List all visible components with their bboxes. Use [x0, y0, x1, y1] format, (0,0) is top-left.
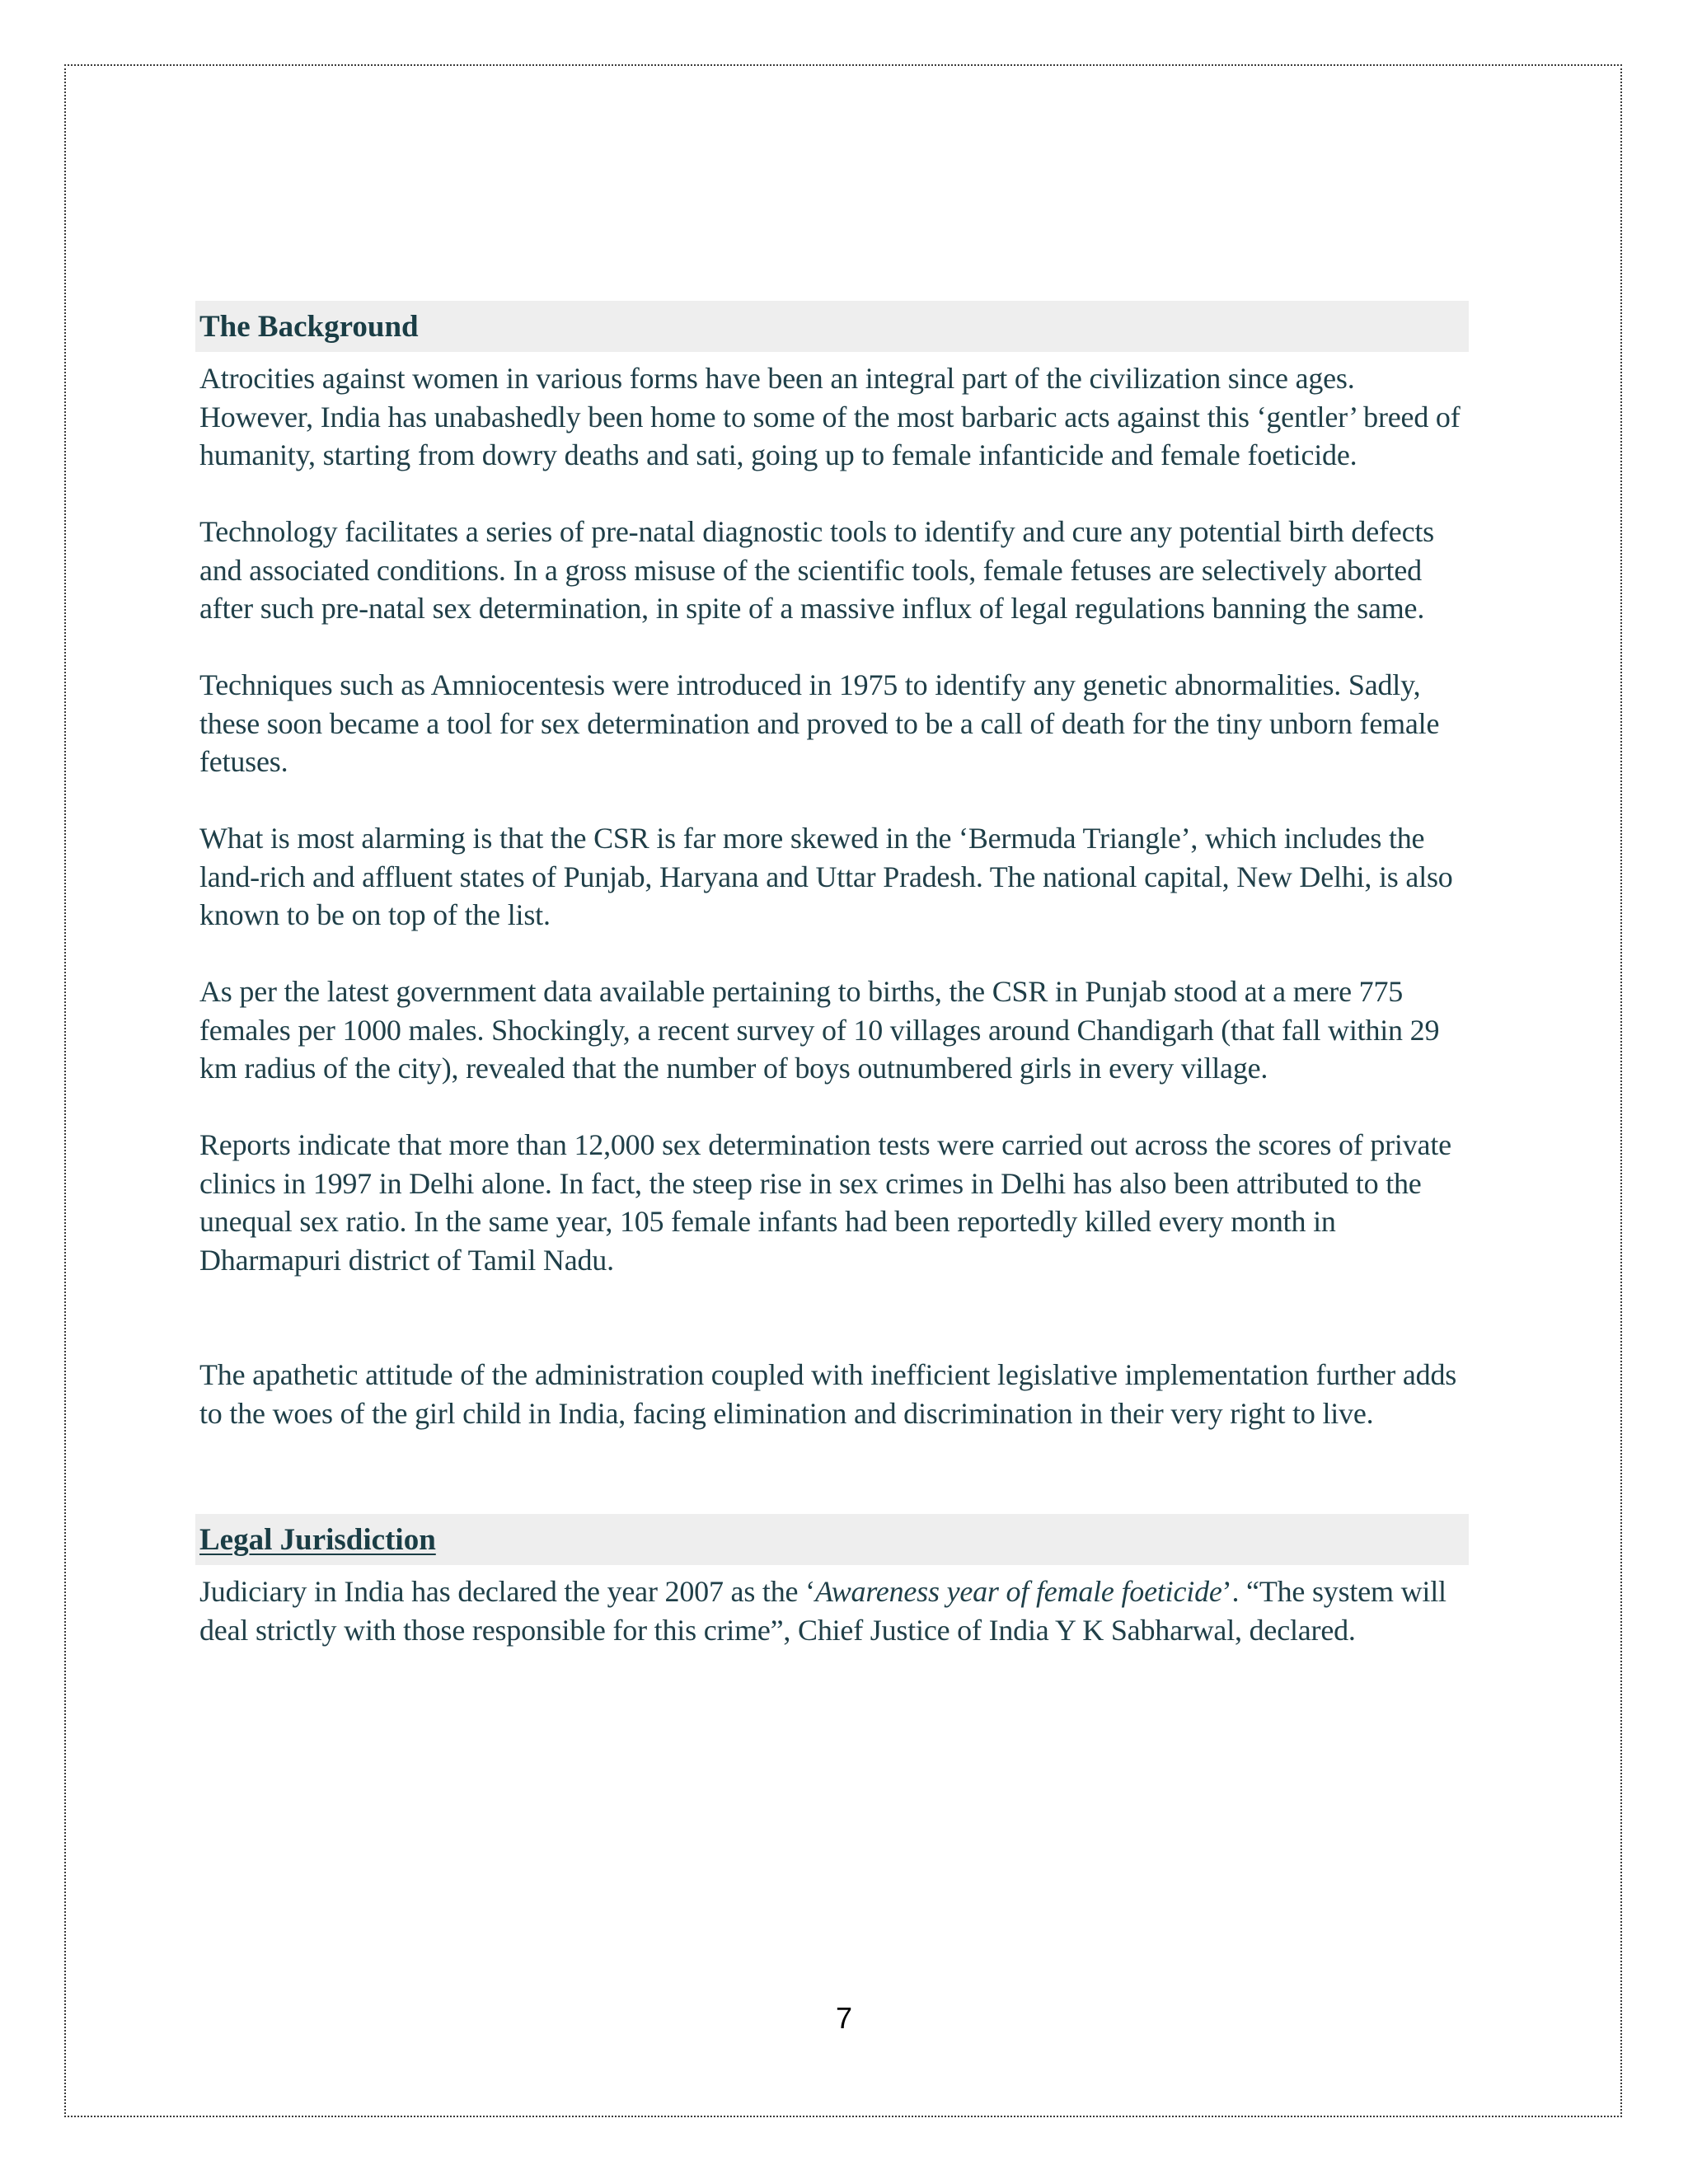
- paragraph: Reports indicate that more than 12,000 sex determination tests were carried out across the scores of private clinics in 1997 in Delhi alone. In fact, the steep rise in sex crimes in Delhi has also been attributed to the unequal sex ratio. In the same year, 105 female infants had been reportedly killed every month in Dharmapuri district of Tamil Nadu.: [199, 1128, 1451, 1277]
- paragraph: Atrocities against women in various forms have been an integral part of the civilization since ages. However, India has unabashedly been home to some of the most barbaric acts against this ‘gentler’ breed of humanity, starting from dowry deaths and sati, going up to female infanticide and female foeticide.: [199, 362, 1461, 471]
- paragraph-legal: Judiciary in India has declared the year 2007 as the ‘Awareness year of female foeticide’. “The system will deal strictly with those responsible for this crime”, Chief Justice of India Y K Sabharwal, declared.: [199, 1575, 1447, 1647]
- section-heading-background: The Background: [195, 301, 1469, 352]
- paragraph: What is most alarming is that the CSR is far more skewed in the ‘Bermuda Triangle’, which includes the land-rich and affluent states of Punjab, Haryana and Uttar Pradesh. The national capital, New Delhi, is also known to be on top of the list.: [199, 822, 1453, 931]
- document-body: [195, 301, 1469, 1649]
- page-number: 7: [835, 2001, 853, 2035]
- paragraph: Technology facilitates a series of pre-natal diagnostic tools to identify and cure any potential birth defects and associated conditions. In a gross misuse of the scientific tools, female fetuses are selectively aborted after such pre-natal sex determination, in spite of a massive influx of legal regulations banning the same.: [199, 515, 1434, 625]
- section-heading-legal-jurisdiction: Legal Jurisdiction: [195, 1514, 1469, 1565]
- paragraph: The apathetic attitude of the administration coupled with inefficient legislative implementation further adds to the woes of the girl child in India, facing elimination and discrimination in their very right to live.: [199, 1358, 1457, 1430]
- italic-phrase: Awareness year of female foeticide: [814, 1575, 1222, 1608]
- paragraph: As per the latest government data available pertaining to births, the CSR in Punjab stood at a mere 775 females per 1000 males. Shockingly, a recent survey of 10 villages around Chandigarh (that fall within 29 km radius of the city), revealed that the number of boys outnumbered girls in every village.: [199, 975, 1440, 1085]
- paragraph: Techniques such as Amniocentesis were introduced in 1975 to identify any genetic abnormalities. Sadly, these soon became a tool for sex determination and proved to be a call of death for the tiny unborn female fetuses.: [199, 668, 1440, 778]
